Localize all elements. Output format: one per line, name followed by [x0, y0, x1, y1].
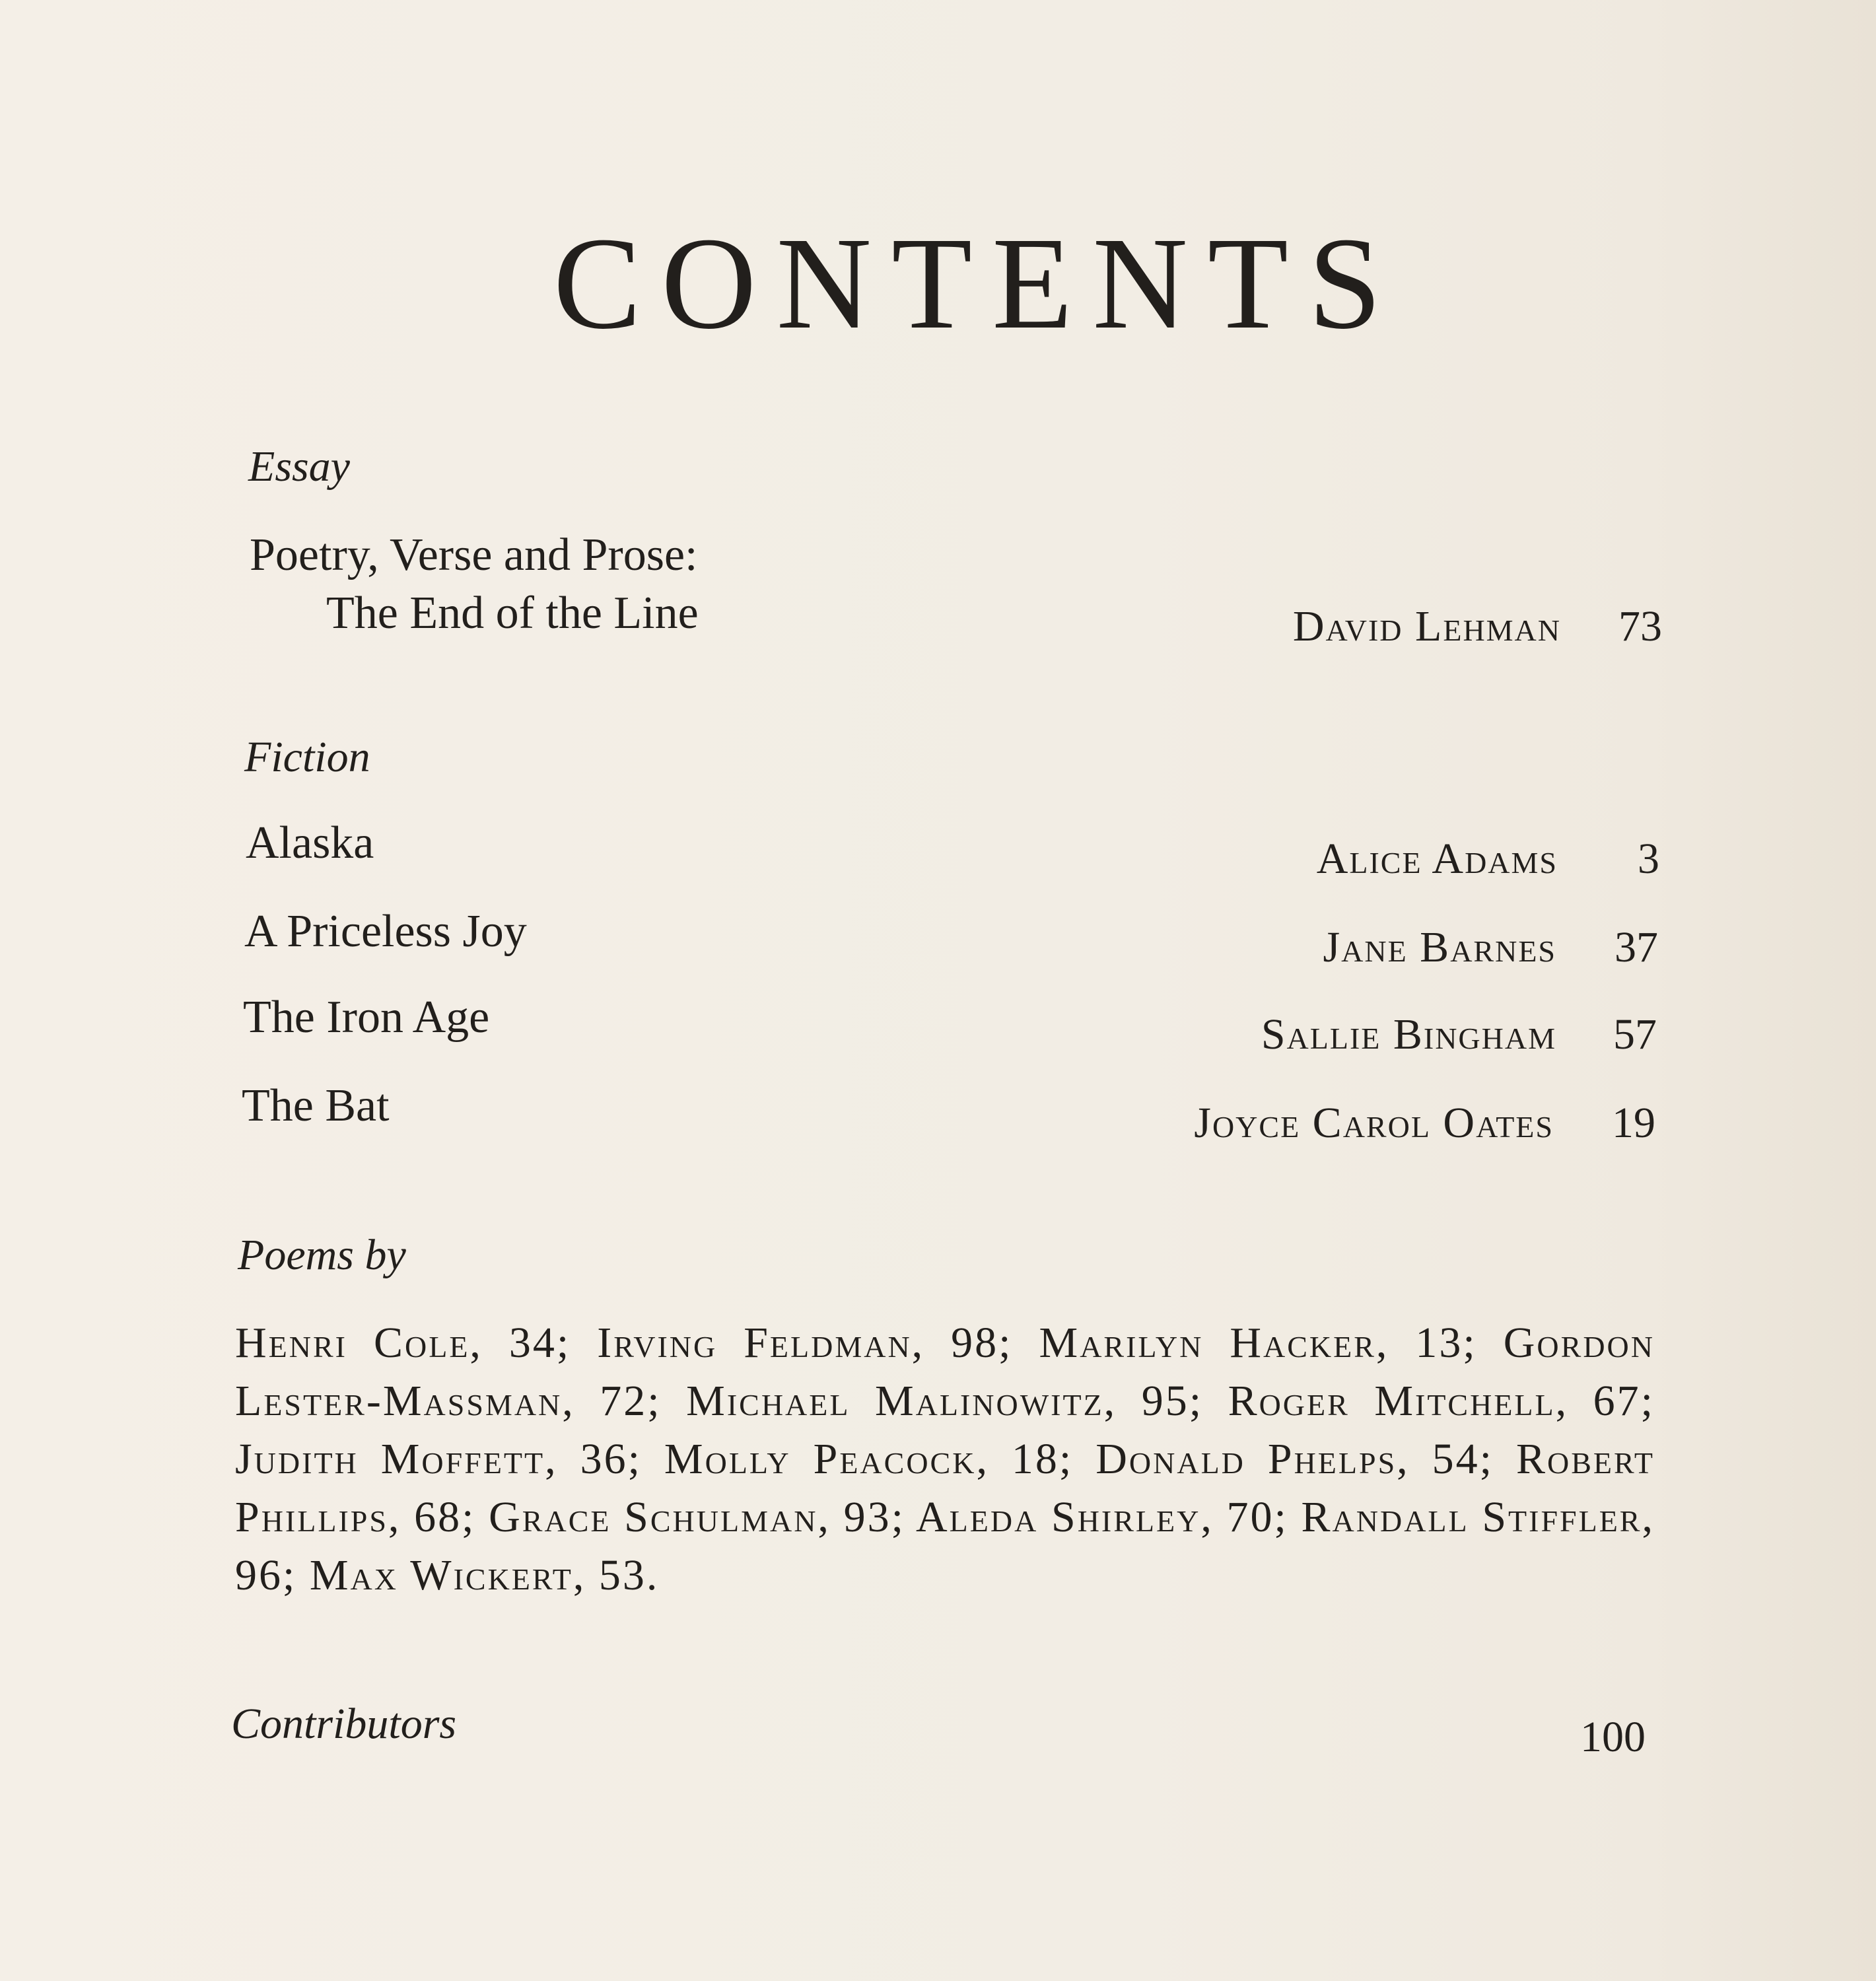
fiction-page-alaska: 3	[1638, 835, 1659, 883]
fiction-author-the-bat: Joyce Carol Oates	[1194, 1099, 1554, 1147]
fiction-title-priceless-joy: A Priceless Joy	[244, 906, 527, 957]
fiction-title-iron-age: The Iron Age	[243, 992, 490, 1043]
section-label-fiction: Fiction	[244, 733, 370, 781]
essay-author: David Lehman	[1292, 602, 1561, 650]
essay-page-number: 73	[1618, 602, 1662, 650]
fiction-page-iron-age: 57	[1613, 1010, 1657, 1059]
poems-contributor-list: Henri Cole, 34; Irving Feldman, 98; Marilyn Hacker, 13; Gordon Lester-Massman, 72; Michael Malinowitz, 95; Roger Mitchell, 67; Judith Moffett, 36; Molly Peacock, 18; Donald Phelps, 54; Robert Phillips, 68; Grace Schulman, 93; Aleda Shirley, 70; Randall Stiffler, 96; Max Wickert, 53.	[235, 1319, 1655, 1599]
section-label-essay: Essay	[248, 442, 350, 491]
essay-title-line1: Poetry, Verse and Prose:	[250, 530, 698, 580]
page-title: CONTENTS	[553, 211, 1402, 357]
fiction-author-alaska: Alice Adams	[1316, 835, 1558, 883]
fiction-author-iron-age: Sallie Bingham	[1261, 1010, 1556, 1059]
contributors-page-number: 100	[1580, 1713, 1646, 1761]
fiction-page-priceless-joy: 37	[1615, 923, 1658, 971]
fiction-title-the-bat: The Bat	[242, 1080, 390, 1131]
fiction-author-priceless-joy: Jane Barnes	[1323, 923, 1556, 971]
essay-title-line2: The End of the Line	[326, 588, 699, 639]
section-label-contributors: Contributors	[231, 1700, 457, 1748]
fiction-page-the-bat: 19	[1612, 1099, 1655, 1147]
fiction-title-alaska: Alaska	[246, 817, 374, 868]
section-label-poems: Poems by	[238, 1231, 406, 1279]
